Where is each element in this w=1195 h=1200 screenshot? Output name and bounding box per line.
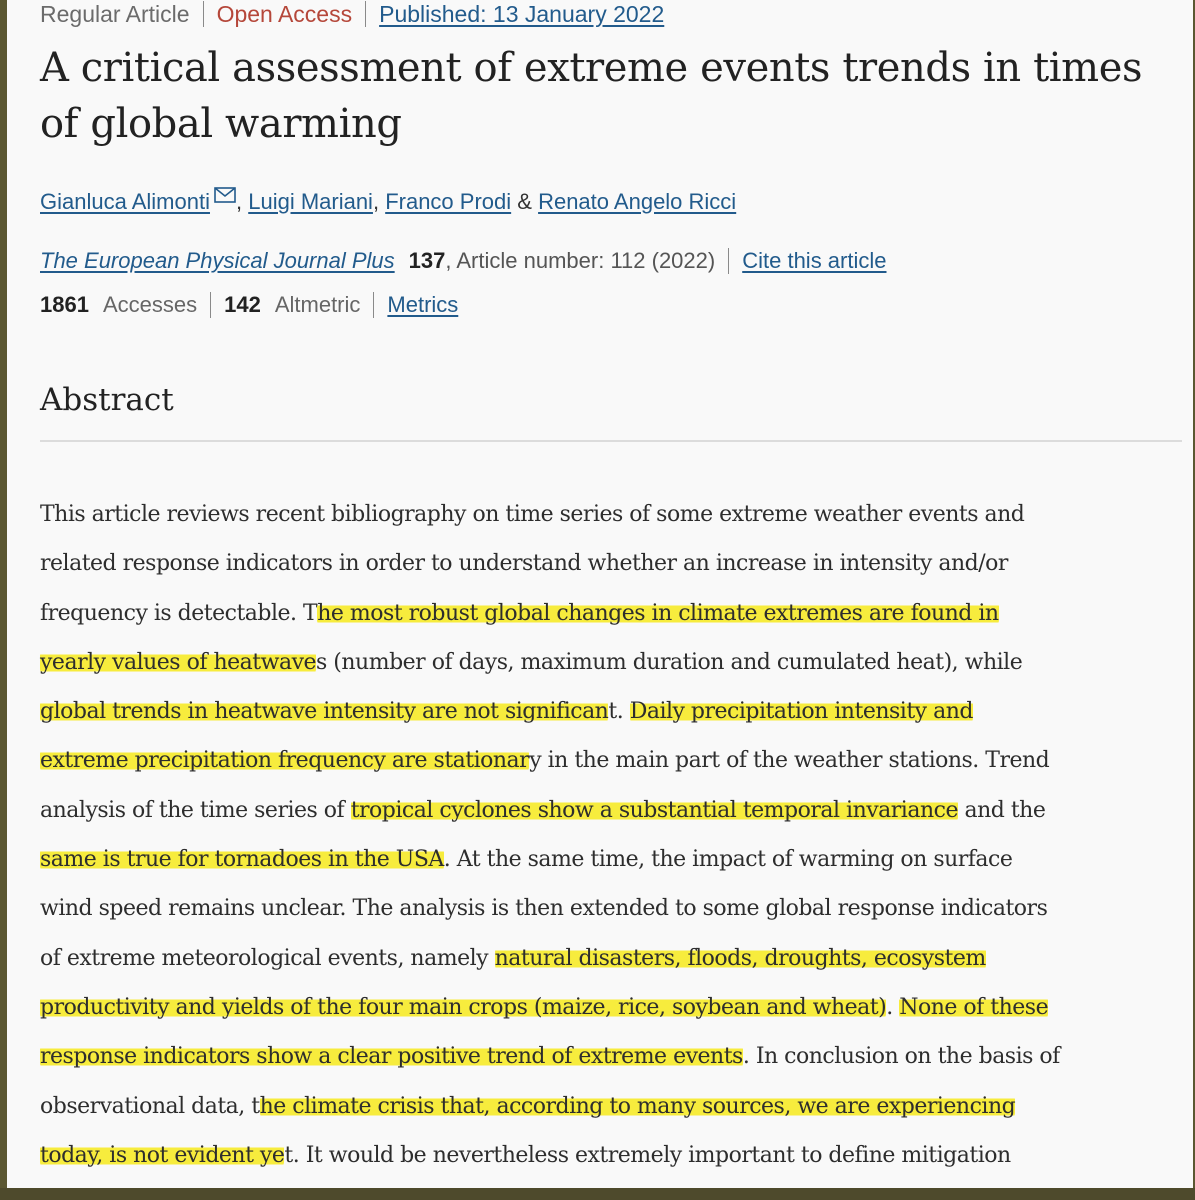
abstract-line bbox=[40, 589, 1190, 638]
journal-link[interactable]: The European Physical Journal Plus bbox=[40, 248, 395, 273]
abstract-line bbox=[40, 983, 1190, 1032]
text-run: . At the same time, the impact of warming on surface bbox=[443, 847, 1013, 873]
article-title bbox=[40, 40, 1180, 152]
highlighted-text: natural disasters, floods, droughts, ecosystem bbox=[494, 945, 986, 971]
author-list: Gianluca Alimonti , Luigi Mariani, Franco Prodi & Renato Angelo Ricci bbox=[40, 180, 736, 218]
divider bbox=[365, 1, 366, 27]
text-run: t. It would be nevertheless extremely important to define mitigation bbox=[284, 1142, 1011, 1168]
author-link-ricci[interactable]: Renato Angelo Ricci bbox=[538, 189, 737, 214]
title-line-1: A critical assessment of extreme events trends in times bbox=[40, 45, 1143, 91]
abstract-line bbox=[40, 539, 1190, 588]
abstract-body bbox=[40, 490, 1190, 1180]
text-run: t. bbox=[608, 699, 630, 725]
journal-citation bbox=[40, 245, 887, 277]
text-run: y in the main part of the weather stations. Trend bbox=[529, 748, 1050, 774]
article-type: Regular Article bbox=[40, 1, 190, 27]
accesses-count: 1861 bbox=[40, 292, 89, 317]
author-link-prodi[interactable]: Franco Prodi bbox=[385, 189, 512, 214]
abstract-line bbox=[40, 736, 1190, 785]
highlighted-text: global trends in heatwave intensity are not significan bbox=[40, 699, 609, 725]
accesses-label: Accesses bbox=[102, 292, 198, 317]
text-run: . bbox=[886, 994, 900, 1020]
altmetric-label: Altmetric bbox=[274, 292, 361, 317]
highlighted-text: productivity and yields of the four main crops (maize, rice, soybean and wheat) bbox=[40, 994, 887, 1020]
author-link-mariani[interactable]: Luigi Mariani bbox=[248, 189, 373, 214]
abstract-line bbox=[40, 884, 1190, 933]
divider bbox=[203, 1, 204, 27]
abstract-line bbox=[40, 490, 1190, 539]
highlighted-text: he most robust global changes in climate extremes are found in bbox=[317, 600, 999, 626]
highlighted-text: response indicators show a clear positive trend of extreme events bbox=[40, 1044, 743, 1070]
text-run: . In conclusion on the basis of bbox=[742, 1044, 1060, 1070]
text-run: wind speed remains unclear. The analysis is then extended to some global response indicators bbox=[40, 896, 1048, 922]
text-run: s (number of days, maximum duration and cumulated heat), while bbox=[316, 649, 1023, 675]
author-link-alimonti[interactable]: Gianluca Alimonti bbox=[40, 189, 210, 214]
abstract-line bbox=[40, 1032, 1190, 1081]
title-line-2: of global warming bbox=[40, 101, 402, 147]
text-run: This article reviews recent bibliography on time series of some extreme weather events and bbox=[40, 502, 1025, 527]
section-divider bbox=[40, 440, 1182, 442]
highlighted-text: today, is not evident ye bbox=[40, 1142, 285, 1168]
abstract-line bbox=[40, 1082, 1190, 1131]
highlighted-text: None of these bbox=[899, 994, 1049, 1020]
article-number: , Article number: 112 (2022) bbox=[445, 248, 716, 273]
abstract-line bbox=[40, 638, 1190, 687]
abstract-heading: Abstract bbox=[40, 382, 174, 418]
text-run: and the bbox=[957, 797, 1046, 823]
divider bbox=[728, 248, 729, 274]
highlighted-text: yearly values of heatwave bbox=[40, 649, 317, 675]
article-page bbox=[7, 0, 1193, 1188]
cite-article-link[interactable]: Cite this article bbox=[742, 248, 887, 273]
article-meta-bar bbox=[40, 0, 664, 30]
altmetric-count: 142 bbox=[224, 292, 261, 317]
abstract-line bbox=[40, 786, 1190, 835]
divider bbox=[373, 292, 374, 318]
open-access-badge: Open Access bbox=[216, 1, 353, 27]
text-run: related response indicators in order to understand whether an increase in intensity and/or bbox=[40, 551, 1008, 577]
article-metrics bbox=[40, 289, 458, 321]
text-run: of extreme meteorological events, namely bbox=[40, 945, 495, 971]
journal-volume: 137 bbox=[408, 248, 446, 273]
highlighted-text: Daily precipitation intensity and bbox=[629, 699, 973, 725]
background-frame bbox=[0, 1188, 1195, 1200]
highlighted-text: same is true for tornadoes in the USA bbox=[40, 847, 444, 873]
abstract-line bbox=[40, 1131, 1190, 1180]
highlighted-text: extreme precipitation frequency are stationar bbox=[40, 748, 530, 774]
highlighted-text: he climate crisis that, according to many sources, we are experiencing bbox=[259, 1093, 1016, 1119]
abstract-line bbox=[40, 687, 1190, 736]
metrics-link[interactable]: Metrics bbox=[387, 292, 459, 317]
author-ampersand: & bbox=[517, 189, 532, 214]
mail-icon[interactable] bbox=[214, 180, 236, 196]
highlighted-text: tropical cyclones show a substantial temporal invariance bbox=[350, 797, 958, 823]
text-run: frequency is detectable. T bbox=[40, 600, 318, 626]
abstract-line bbox=[40, 934, 1190, 983]
text-run: observational data, t bbox=[40, 1093, 260, 1119]
divider bbox=[210, 292, 211, 318]
abstract-line bbox=[40, 835, 1190, 884]
text-run: analysis of the time series of bbox=[40, 797, 351, 823]
published-date-link[interactable]: Published: 13 January 2022 bbox=[379, 1, 665, 27]
